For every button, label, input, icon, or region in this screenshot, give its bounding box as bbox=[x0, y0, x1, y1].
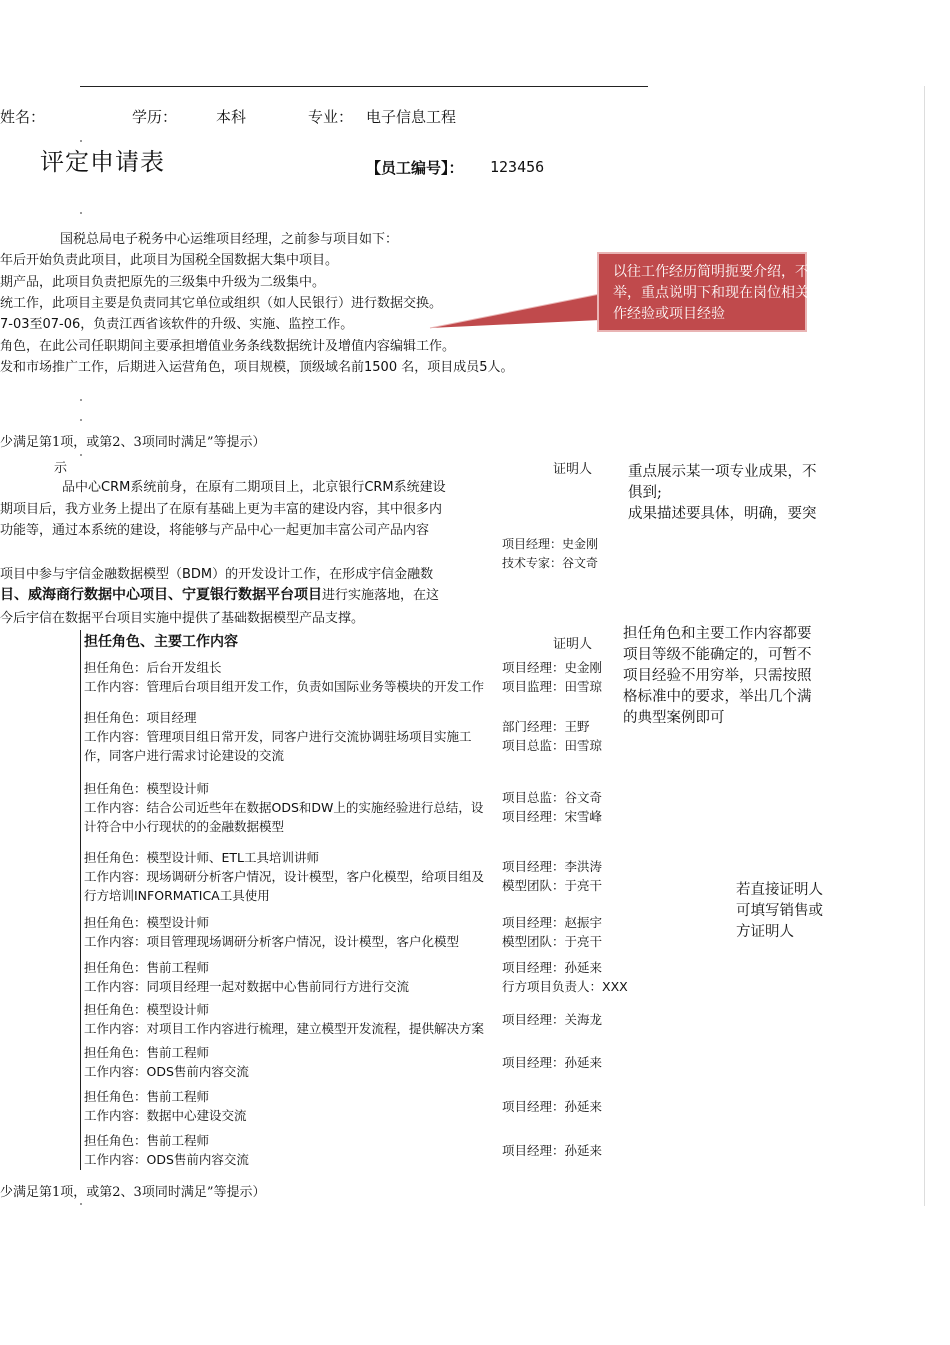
callout-pointer bbox=[420, 280, 620, 340]
callout-text: 以往工作经历简明扼要介绍，不 举，重点说明下和现在岗位相关 作经验或项目经验 bbox=[613, 264, 809, 322]
project-entry-witness: 项目经理：史金刚 项目监理：田雪琼 bbox=[502, 660, 603, 694]
tick-mark bbox=[80, 140, 82, 142]
project-entry-work: 担任角色：售前工程师 工作内容：ODS售前内容交流 bbox=[84, 1045, 249, 1079]
project-entry-witness: 项目经理：关海龙 bbox=[502, 1012, 603, 1027]
experience-line: 统工作，此项目主要是负责同其它单位或组织（如人民银行）进行数据交换。 bbox=[0, 296, 443, 311]
project-entry-work: 担任角色：售前工程师 工作内容：同项目经理一起对数据中心售前同行方进行交流 bbox=[84, 960, 410, 994]
project-entry-work: 担任角色：后台开发组长 工作内容：管理后台项目组开发工作，负责如国际业务等模块的开发工作 bbox=[84, 660, 485, 694]
achievement-line: 项目中参与宇信金融数据模型（BDM）的开发设计工作，在形成宇信金融数 bbox=[0, 567, 434, 582]
employee-id-label: 【员工编号】： bbox=[366, 159, 464, 177]
name-label: 姓名： bbox=[0, 108, 46, 126]
section1-note: 重点展示某一项专业成果，不 俱到; 成果描述要具体，明确，要突 bbox=[628, 464, 817, 522]
tick-mark bbox=[80, 419, 82, 421]
achievement-line: 品中心CRM系统前身，在原有二期项目上，北京银行CRM系统建设 bbox=[62, 480, 446, 495]
project-entry-work: 担任角色：模型设计师 工作内容：结合公司近些年在数据ODS和DW上的实施经验进行总结，设 计符合中小行现状的的金融数据模型 bbox=[84, 781, 484, 834]
project-entry-witness: 项目经理：孙延来 bbox=[502, 1099, 603, 1114]
project-entry-witness: 项目经理：孙延来 bbox=[502, 1055, 603, 1070]
education-label: 学历： bbox=[132, 108, 178, 126]
project-entry-witness: 项目经理：赵振宇 模型团队：于亮干 bbox=[502, 915, 603, 949]
tick-mark bbox=[80, 399, 82, 401]
page-right-border bbox=[924, 86, 925, 1206]
tick-mark bbox=[80, 1203, 82, 1205]
highlight-suffix: 进行实施落地，在这 bbox=[322, 588, 440, 603]
experience-line: 7-03至07-06，负责江西省该软件的升级、实施、监控工作。 bbox=[0, 317, 354, 332]
tick-mark bbox=[80, 212, 82, 214]
experience-line: 国税总局电子税务中心运维项目经理，之前参与项目如下： bbox=[60, 232, 399, 247]
employee-id-value: 123456 bbox=[490, 158, 545, 176]
table-left-border bbox=[80, 630, 81, 1170]
project-entry-work: 担任角色：模型设计师 工作内容：项目管理现场调研分析客户情况，设计模型，客户化模型 bbox=[84, 915, 460, 949]
major-label: 专业： bbox=[308, 108, 354, 126]
project-entry-witness: 项目经理：孙延来 bbox=[502, 1143, 603, 1158]
section1-witnesses: 项目经理：史金刚 技术专家：谷文奇 bbox=[502, 537, 599, 570]
tick-mark bbox=[80, 454, 82, 456]
table-header: 担任角色、主要工作内容 bbox=[84, 634, 238, 650]
experience-line: 年后开始负责此项目，此项目为国税全国数据大集中项目。 bbox=[0, 253, 339, 268]
experience-line: 角色，在此公司任职期间主要承担增值业务条线数据统计及增值内容编辑工作。 bbox=[0, 339, 456, 354]
project-entry-work: 担任角色：模型设计师 工作内容：对项目工作内容进行梳理，建立模型开发流程，提供解决方案 bbox=[84, 1002, 485, 1036]
major-value: 电子信息工程 bbox=[366, 108, 457, 126]
form-title: 评定申请表 bbox=[40, 148, 165, 176]
section1-witness-header: 证明人 bbox=[553, 462, 593, 477]
achievement-line: 期项目后，我方业务上提出了在原有基础上更为丰富的建设内容，其中很多内 bbox=[0, 502, 443, 517]
project-entry-work: 担任角色：售前工程师 工作内容：ODS售前内容交流 bbox=[84, 1133, 249, 1167]
project-entry-work: 担任角色：项目经理 工作内容：管理项目组日常开发，同客户进行交流协调驻场项目实施工 作，同客户进行需求讨论建设的交流 bbox=[84, 710, 472, 763]
achievement-line-highlight bbox=[0, 584, 439, 604]
section1-fragment: 示 bbox=[54, 461, 68, 476]
section1-hint: 少满足第1项，或第2、3项同时满足”等提示） bbox=[0, 435, 266, 450]
project-entry-witness: 部门经理：王野 项目总监：田雪琼 bbox=[502, 719, 603, 753]
section3-hint: 少满足第1项，或第2、3项同时满足”等提示） bbox=[0, 1185, 266, 1200]
experience-line: 发和市场推广工作，后期进入运营角色，项目规模，顶级域名前1500 名，项目成员5人。 bbox=[0, 360, 514, 375]
achievement-line: 功能等，通过本系统的建设，将能够与产品中心一起更加丰富公司产品内容 bbox=[0, 523, 430, 538]
achievement-line: 今后宇信在数据平台项目实施中提供了基础数据模型产品支撑。 bbox=[0, 611, 365, 626]
project-entry-witness: 项目经理：李洪涛 模型团队：于亮干 bbox=[502, 859, 603, 893]
section2-note-witness: 若直接证明人 可填写销售或 方证明人 bbox=[736, 882, 823, 940]
project-entry-work: 担任角色：售前工程师 工作内容：数据中心建设交流 bbox=[84, 1089, 247, 1123]
project-entry-witness: 项目经理：孙延来 行方项目负责人：XXX bbox=[502, 960, 628, 994]
experience-line: 期产品，此项目负责把原先的三级集中升级为二级集中。 bbox=[0, 275, 326, 290]
project-entry-work: 担任角色：模型设计师、ETL工具培训讲师 工作内容：现场调研分析客户情况，设计模型，客户化模型，给项目组及 行方培训INFORMATICA工具使用 bbox=[84, 850, 485, 903]
section2-note: 担任角色和主要工作内容都要 项目等级不能确定的，可暂不 项目经验不用穷举，只需按照 格标准中的要求，举出几个满 的典型案例即可 bbox=[623, 626, 812, 726]
header-rule bbox=[80, 86, 648, 87]
section2-witness-header: 证明人 bbox=[553, 637, 593, 652]
education-value: 本科 bbox=[216, 108, 247, 126]
highlight-projects: 目、威海商行数据中心项目、宁夏银行数据平台项目 bbox=[0, 587, 322, 603]
project-entry-witness: 项目总监：谷文奇 项目经理：宋雪峰 bbox=[502, 790, 603, 824]
